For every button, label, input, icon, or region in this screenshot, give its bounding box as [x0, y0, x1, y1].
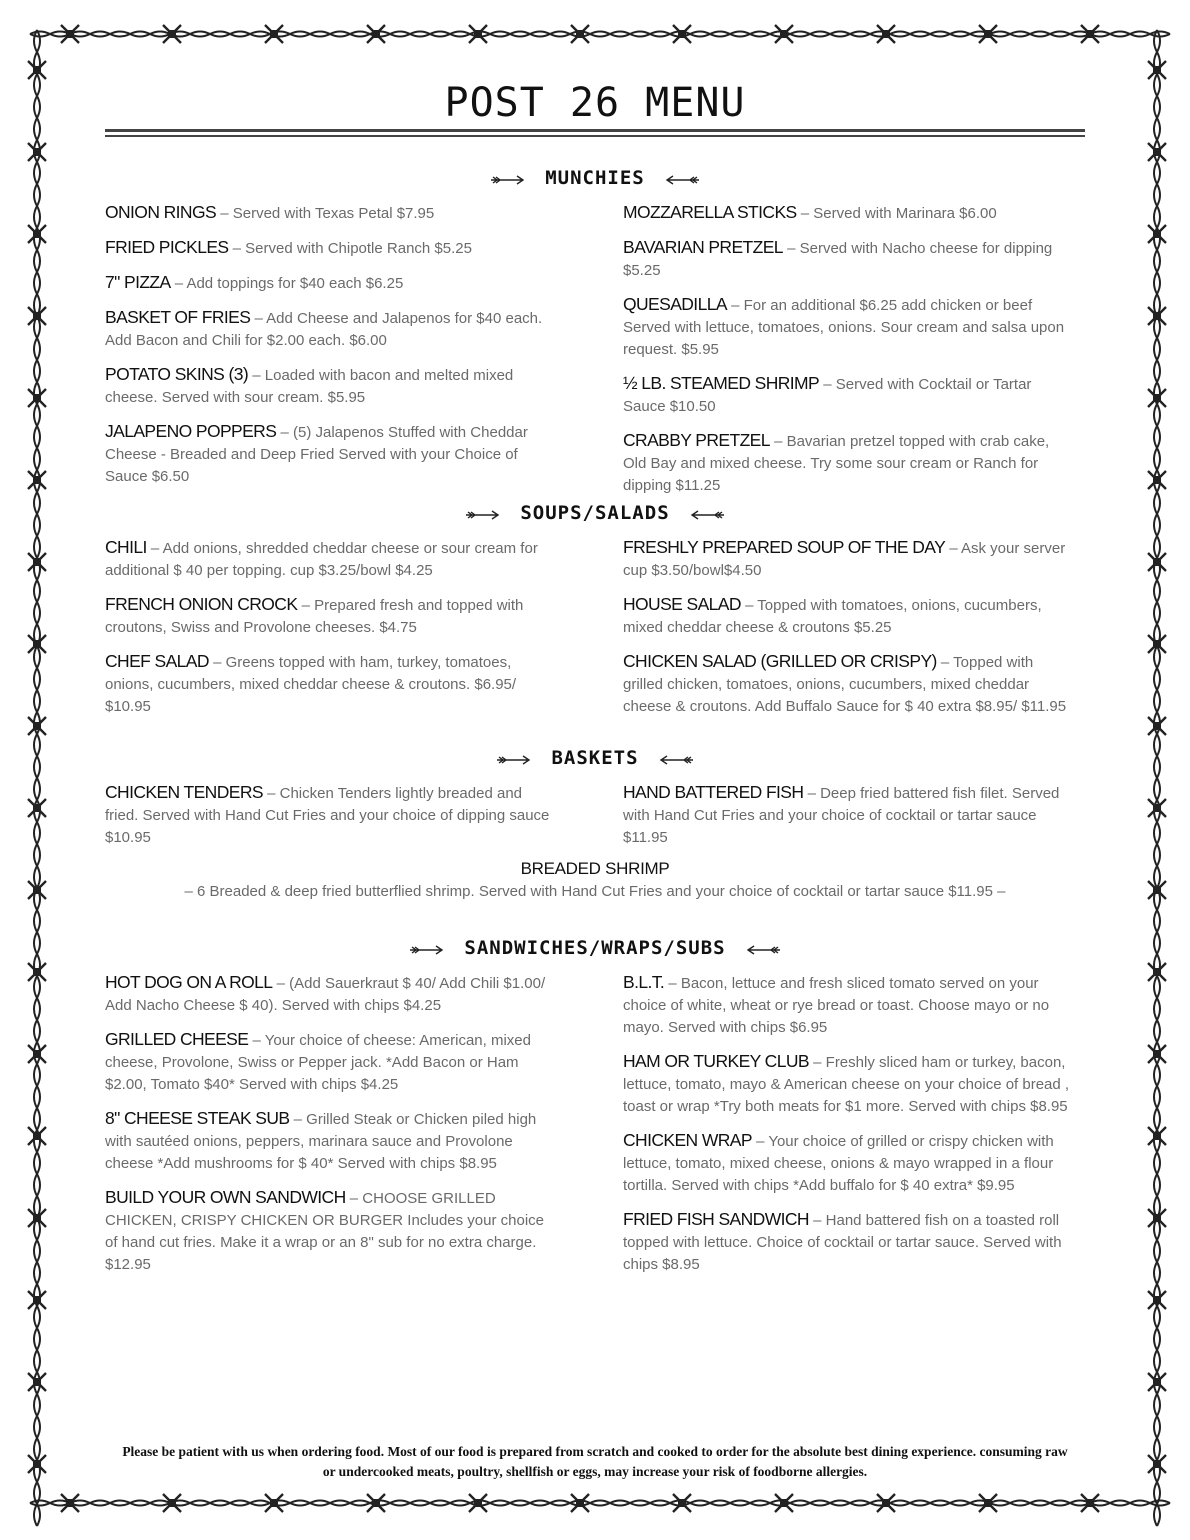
- menu-item: [623, 236, 1073, 282]
- menu-item: [105, 971, 555, 1017]
- item-description: – Ask your server cup $3.50/bowl$4.50: [623, 540, 1066, 579]
- item-description: – Deep fried battered fish filet. Served with Hand Cut Fries and your choice of cocktail or tartar sauce $11.95: [623, 785, 1060, 846]
- section-heading-baskets: [0, 747, 1190, 770]
- item-description: – Greens topped with ham, turkey, tomatoes, onions, cucumbers, mixed cheddar cheese & croutons. $6.95/ $10.95: [105, 654, 517, 715]
- arrow-right-icon: [497, 748, 531, 770]
- arrow-left-icon: [746, 938, 780, 960]
- section-heading-sandwiches: [0, 937, 1190, 960]
- item-name: QUESADILLA: [623, 294, 727, 314]
- item-name: POTATO SKINS (3): [105, 364, 249, 384]
- munchies-right-column: [623, 201, 1073, 508]
- arrow-left-icon: [690, 503, 724, 525]
- item-name: HOT DOG ON A ROLL: [105, 972, 273, 992]
- arrow-right-icon: [491, 168, 525, 190]
- sandwiches-right-column: [623, 971, 1073, 1287]
- item-description: – 6 Breaded & deep fried butterflied shrimp. Served with Hand Cut Fries and your choice of cocktail or tartar sauce $11.95 –: [184, 883, 1006, 900]
- item-description: – Served with Marinara $6.00: [800, 205, 997, 222]
- menu-item: [623, 1208, 1073, 1276]
- item-description: – Chicken Tenders lightly breaded and fried. Served with Hand Cut Fries and your choice of dipping sauce $10.95: [105, 785, 550, 846]
- arrow-left-icon: [665, 168, 699, 190]
- item-name: CRABBY PRETZEL: [623, 430, 770, 450]
- menu-item: [105, 650, 555, 718]
- section-title: MUNCHIES: [545, 167, 645, 189]
- menu-item: [105, 201, 555, 225]
- arrow-right-icon: [466, 503, 500, 525]
- item-description: – Add Cheese and Jalapenos for $40 each. Add Bacon and Chili for $2.00 each. $6.00: [105, 310, 543, 349]
- section-title: SANDWICHES/WRAPS/SUBS: [464, 937, 726, 959]
- menu-item: [623, 593, 1073, 639]
- menu-item: [105, 593, 555, 639]
- item-description: – Freshly sliced ham or turkey, bacon, lettuce, tomato, mayo & American cheese on your choice of bread , toast or wrap *Try both meats for $1 more. Served with chips $8.95: [623, 1054, 1070, 1115]
- soups-right-column: [623, 536, 1073, 729]
- title-divider: [105, 129, 1085, 132]
- item-name: BREADED SHRIMP: [520, 859, 670, 878]
- item-name: ONION RINGS: [105, 202, 217, 222]
- menu-item: [623, 429, 1073, 497]
- menu-item: [105, 271, 555, 295]
- title-divider-thin: [105, 135, 1085, 137]
- item-description: – Topped with grilled chicken, tomatoes, onions, cucumbers, mixed cheddar cheese & croutons. Add Buffalo Sauce for $ 40 extra $8.95/ $11.95: [623, 654, 1067, 715]
- item-description: – CHOOSE GRILLED CHICKEN, CRISPY CHICKEN OR BURGER Includes your choice of hand cut fries. Make it a wrap or an 8" sub for no extra charge. $12.95: [105, 1190, 545, 1273]
- item-description: – Your choice of cheese: American, mixed cheese, Provolone, Swiss or Pepper jack. *Add Bacon or Ham $2.00, Tomato $40* Served with chips $4.25: [105, 1032, 531, 1093]
- item-description: – Bacon, lettuce and fresh sliced tomato served on your choice of white, wheat or rye bread or toast. Choose mayo or no mayo. Served with chips $6.95: [623, 975, 1050, 1036]
- item-name: B.L.T.: [623, 972, 665, 992]
- section-title: SOUPS/SALADS: [520, 502, 670, 524]
- item-description: – Loaded with bacon and melted mixed cheese. Served with sour cream. $5.95: [105, 367, 514, 406]
- munchies-left-column: [105, 201, 555, 499]
- menu-item: [623, 1129, 1073, 1197]
- item-name: GRILLED CHEESE: [105, 1029, 249, 1049]
- item-name: FRIED PICKLES: [105, 237, 229, 257]
- menu-item: [105, 420, 555, 488]
- item-description: – Served with Texas Petal $7.95: [220, 205, 435, 222]
- menu-item: [105, 1107, 555, 1175]
- menu-item: [623, 201, 1073, 225]
- item-name: JALAPENO POPPERS: [105, 421, 277, 441]
- item-description: – (Add Sauerkraut $ 40/ Add Chili $1.00/ Add Nacho Cheese $ 40). Served with chips $4.25: [105, 975, 546, 1014]
- item-description: – Bavarian pretzel topped with crab cake, Old Bay and mixed cheese. Try some sour cream or Ranch for dipping $11.25: [623, 433, 1050, 494]
- item-name: HAND BATTERED FISH: [623, 782, 804, 802]
- arrow-right-icon: [410, 938, 444, 960]
- menu-item: [623, 372, 1073, 418]
- item-name: CHICKEN SALAD (GRILLED OR CRISPY): [623, 651, 937, 671]
- arrow-left-icon: [659, 748, 693, 770]
- menu-item: [623, 293, 1073, 361]
- menu-item: [105, 781, 555, 849]
- menu-title: POST 26 MENU: [444, 80, 746, 126]
- menu-item: [105, 1028, 555, 1096]
- menu-item: [105, 306, 555, 352]
- item-description: – Topped with tomatoes, onions, cucumbers, mixed cheddar cheese & croutons $5.25: [623, 597, 1042, 636]
- menu-item: [105, 236, 555, 260]
- footer-notice: Please be patient with us when ordering food. Most of our food is prepared from scratch and cooked to order for the absolute best dining experience. consuming raw or undercooked meats, poultry, shellfish or eggs, may increase your risk of foodborne allergies.: [122, 1444, 1068, 1479]
- item-description: – Served with Nacho cheese for dipping $5.25: [623, 240, 1053, 279]
- item-name: MOZZARELLA STICKS: [623, 202, 797, 222]
- item-name: CHILI: [105, 537, 147, 557]
- menu-item: [105, 1186, 555, 1276]
- item-description: – Hand battered fish on a toasted roll topped with lettuce. Choice of cocktail or tartar sauce. Served with chips $8.95: [623, 1212, 1062, 1273]
- menu-item: [623, 1050, 1073, 1118]
- menu-item: [105, 363, 555, 409]
- item-name: FRENCH ONION CROCK: [105, 594, 298, 614]
- item-description: – Prepared fresh and topped with croutons, Swiss and Provolone cheeses. $4.75: [105, 597, 524, 636]
- item-name: CHICKEN TENDERS: [105, 782, 263, 802]
- section-heading-munchies: [0, 167, 1190, 190]
- soups-left-column: [105, 536, 555, 729]
- baskets-left-column: [105, 781, 555, 860]
- item-name: HAM OR TURKEY CLUB: [623, 1051, 809, 1071]
- baskets-right-column: [623, 781, 1073, 860]
- item-description: – Served with Chipotle Ranch $5.25: [232, 240, 472, 257]
- item-name: CHEF SALAD: [105, 651, 209, 671]
- item-description: – Add toppings for $40 each $6.25: [174, 275, 404, 292]
- item-description: – Add onions, shredded cheddar cheese or sour cream for additional $ 40 per topping. cup $3.25/bowl $4.25: [105, 540, 538, 579]
- menu-item: [623, 650, 1073, 718]
- item-name: FRESHLY PREPARED SOUP OF THE DAY: [623, 537, 946, 557]
- item-name: 7" PIZZA: [105, 272, 171, 292]
- item-description: – Grilled Steak or Chicken piled high with sautéed onions, peppers, marinara sauce and Provolone cheese *Add mushrooms for $ 40* Served with chips $8.95: [105, 1111, 537, 1172]
- item-name: ½ LB. STEAMED SHRIMP: [623, 373, 820, 393]
- menu-item: [623, 781, 1073, 849]
- menu-item: [105, 536, 555, 582]
- item-name: BASKET OF FRIES: [105, 307, 251, 327]
- item-name: BAVARIAN PRETZEL: [623, 237, 783, 257]
- item-name: FRIED FISH SANDWICH: [623, 1209, 809, 1229]
- item-name: BUILD YOUR OWN SANDWICH: [105, 1187, 346, 1207]
- section-title: BASKETS: [551, 747, 639, 769]
- section-heading-soups-salads: [0, 502, 1190, 525]
- item-name: 8" CHEESE STEAK SUB: [105, 1108, 290, 1128]
- item-name: CHICKEN WRAP: [623, 1130, 752, 1150]
- item-description: – (5) Jalapenos Stuffed with Cheddar Cheese - Breaded and Deep Fried Served with your Choice of Sauce $6.50: [105, 424, 528, 485]
- sandwiches-left-column: [105, 971, 555, 1287]
- item-description: – For an additional $6.25 add chicken or beef Served with lettuce, tomatoes, onions. Sour cream and salsa upon request. $5.95: [623, 297, 1065, 358]
- menu-item: [623, 536, 1073, 582]
- item-description: – Served with Cocktail or Tartar Sauce $10.50: [623, 376, 1032, 415]
- menu-item: [623, 971, 1073, 1039]
- item-description: – Your choice of grilled or crispy chicken with lettuce, tomato, mixed cheese, onions & mayo wrapped in a flour tortilla. Served with chips *Add buffalo for $ 40 extra* $9.95: [623, 1133, 1054, 1194]
- breaded-shrimp-item: [0, 858, 1190, 904]
- item-name: HOUSE SALAD: [623, 594, 741, 614]
